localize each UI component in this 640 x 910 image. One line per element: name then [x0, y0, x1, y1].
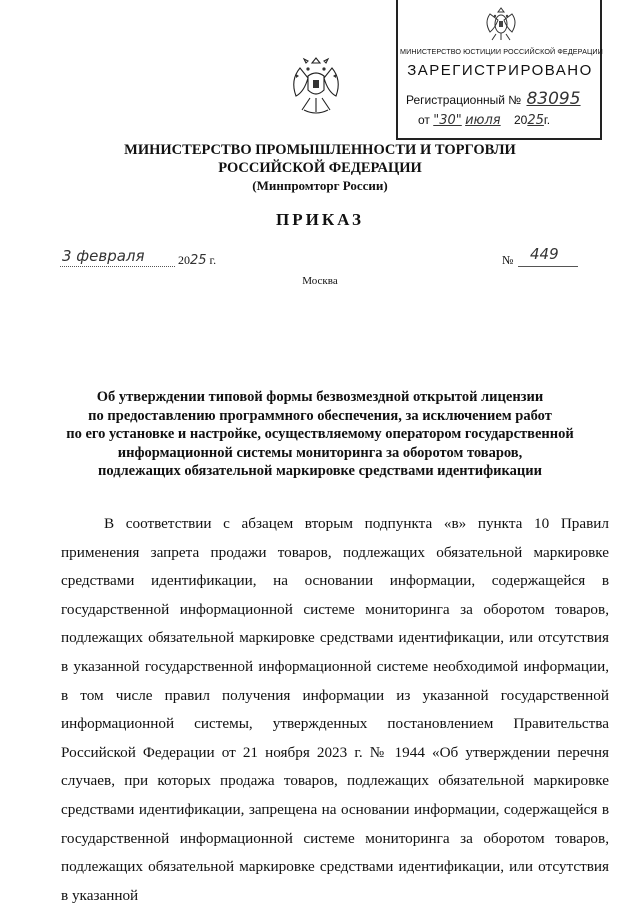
order-year	[178, 253, 216, 268]
order-date-handwritten: 3 февраля	[62, 247, 145, 265]
stamp-date-suffix: г.	[543, 113, 551, 127]
coat-of-arms-icon	[288, 54, 344, 118]
document-title	[40, 388, 600, 481]
number-sign: №	[502, 253, 514, 267]
body-paragraph: В соответствии с абзацем вторым подпункта «в» пункта 10 Правил применения запрета продажи товаров, подлежащих обязательной маркировке средствами идентификации, на основании информации, содержащейся в государственной информационной системе мониторинга за оборотом товаров, подлежащих обязательной маркировке средствами идентификации, или отсутствия в указанной государственной информационной системе необходимой информации, в том числе правил получения информации из указанной государственной информационной системы, утвержденных постановлением Правительства Российской Федерации от 21 ноября 2023 г. № 1944 «Об утверждении перечня случаев, при которых продажа товаров, подлежащих обязательной маркировке средствами идентификации, запрещена на основании информации, содержащейся в государственной информационной системе мониторинга за оборотом товаров, подлежащих обязательной маркировке средствами идентификации, или отсутствия в указанной	[61, 515, 609, 904]
document-title-line: по предоставлению программного обеспечения, за исключением работ	[88, 407, 552, 424]
eagle-emblem-icon	[480, 4, 522, 42]
stamp-ministry-name: МИНИСТЕРСТВО ЮСТИЦИИ РОССИЙСКОЙ ФЕДЕРАЦИИ	[400, 47, 603, 56]
order-title: ПРИКАЗ	[276, 210, 364, 229]
stamp-date-prefix: от	[418, 113, 430, 127]
stamp-reg-number-line	[406, 89, 581, 109]
document-title-line: подлежащих обязательной маркировке средствами идентификации	[98, 463, 542, 479]
ministry-name	[0, 141, 640, 195]
date-underline	[60, 266, 175, 267]
stamp-registered-label: ЗАРЕГИСТРИРОВАНО	[407, 62, 593, 79]
registration-stamp	[396, 0, 602, 140]
ministry-abbreviation: (Минпромторг России)	[252, 178, 388, 193]
stamp-date-month: июля	[465, 113, 501, 128]
document-title-line: Об утверждении типовой формы безвозмездной открытой лицензии	[96, 389, 544, 405]
order-number-handwritten: 449	[530, 245, 559, 263]
stamp-date-year: 25	[527, 113, 544, 128]
city: Москва	[302, 275, 338, 287]
stamp-date-day: "30"	[433, 113, 462, 128]
document-title-line: по его установке и настройке, осуществляемому оператором государственной	[66, 426, 574, 442]
document-title-line: информационной системы мониторинга за оборотом товаров,	[117, 444, 523, 461]
order-year-prefix: 20	[178, 253, 190, 267]
order-year-handwritten: 25	[190, 253, 207, 268]
stamp-reg-number-label: Регистрационный №	[406, 93, 522, 107]
stamp-date-line	[418, 113, 550, 128]
stamp-reg-number: 83095	[526, 89, 581, 109]
ministry-name-line-1: МИНИСТЕРСТВО ПРОМЫШЛЕННОСТИ И ТОРГОВЛИ	[124, 142, 516, 158]
number-underline	[518, 266, 578, 267]
stamp-date-year-prefix: 20	[513, 113, 528, 127]
ministry-name-line-2: РОССИЙСКОЙ ФЕДЕРАЦИИ	[218, 160, 422, 176]
order-year-suffix: г.	[209, 253, 217, 267]
